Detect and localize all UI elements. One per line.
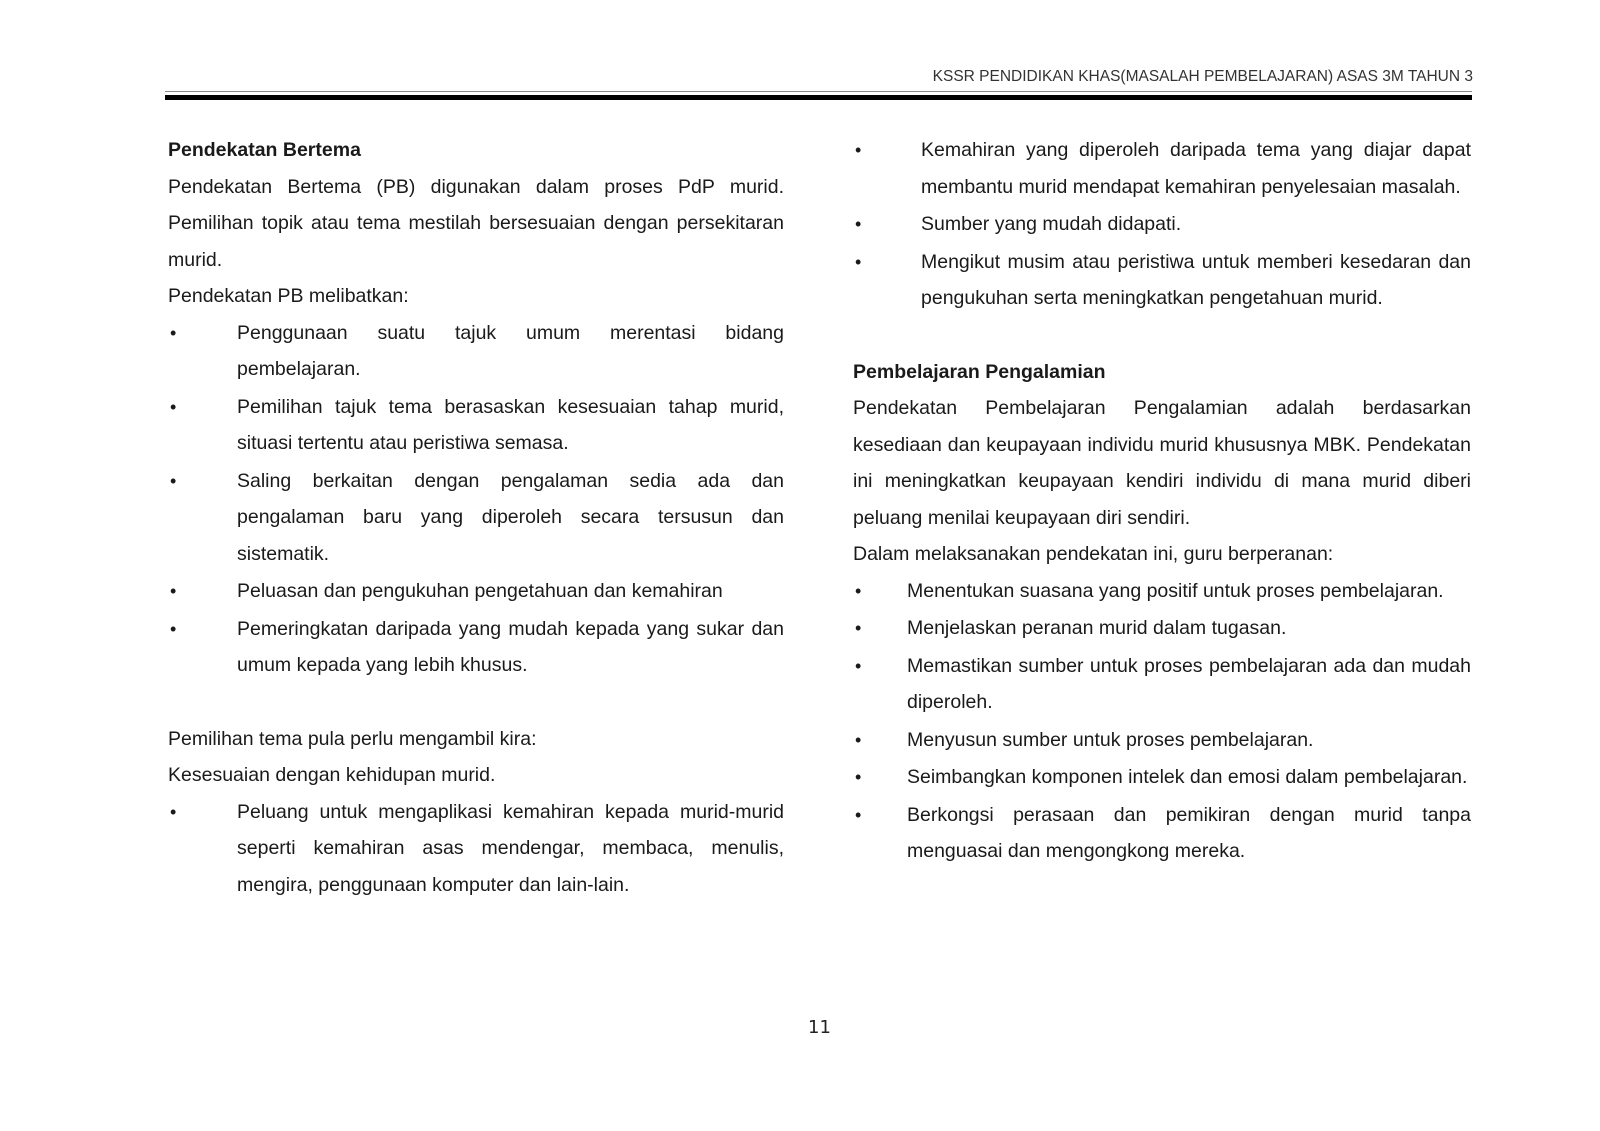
list-item-text: Menentukan suasana yang positif untuk proses pembelajaran. bbox=[907, 579, 1444, 602]
header-rule-thin bbox=[165, 91, 1472, 92]
section-paragraph: Pendekatan Pembelajaran Pengalamian adalah berdasarkan kesediaan dan keupayaan individu murid khususnya MBK. Pendekatan ini meningkatkan keupayaan kendiri individu di mana murid diberi peluang menilai keupayaan diri sendiri. bbox=[853, 397, 1471, 529]
list-item-text: Pemilihan tajuk tema berasaskan kesesuaian tahap murid, situasi tertentu atau peristiwa semasa. bbox=[237, 395, 784, 454]
bullet-icon: • bbox=[855, 655, 862, 676]
list-item bbox=[168, 794, 784, 904]
bullet-icon: • bbox=[855, 214, 862, 234]
bullet-icon: • bbox=[170, 396, 177, 417]
bullet-icon: • bbox=[855, 580, 862, 601]
bullet-list-continued bbox=[853, 132, 1471, 317]
list-item bbox=[168, 573, 784, 610]
header-rule-thick bbox=[165, 95, 1472, 100]
section-heading-pendekatan-bertema: Pendekatan Bertema bbox=[168, 139, 361, 161]
bullet-icon: • bbox=[855, 618, 862, 638]
left-column bbox=[168, 132, 784, 904]
list-item bbox=[853, 244, 1471, 317]
list-item bbox=[853, 206, 1471, 243]
bullet-icon: • bbox=[170, 470, 177, 491]
criteria-line: Kesesuaian dengan kehidupan murid. bbox=[168, 764, 496, 786]
list-item-text: Penggunaan suatu tajuk umum merentasi bidang pembelajaran. bbox=[237, 321, 784, 380]
bullet-icon: • bbox=[170, 581, 177, 601]
list-item-text: Memastikan sumber untuk proses pembelajaran ada dan mudah diperoleh. bbox=[907, 654, 1471, 713]
list-intro: Dalam melaksanakan pendekatan ini, guru berperanan: bbox=[853, 543, 1334, 565]
spacer bbox=[853, 318, 1471, 354]
bullet-icon: • bbox=[855, 767, 862, 787]
list-item bbox=[168, 315, 784, 388]
document-header-title: KSSR PENDIDIKAN KHAS(MASALAH PEMBELAJARAN) ASAS 3M TAHUN 3 bbox=[932, 68, 1473, 85]
list-intro: Pendekatan PB melibatkan: bbox=[168, 285, 409, 307]
page-number: 11 bbox=[808, 1017, 831, 1038]
right-column bbox=[853, 132, 1471, 871]
bullet-list-tema bbox=[168, 794, 784, 904]
list-item-text: Mengikut musim atau peristiwa untuk memberi kesedaran dan pengukuhan serta meningkatkan pengetahuan murid. bbox=[921, 250, 1471, 309]
list-item-text: Sumber yang mudah didapati. bbox=[921, 213, 1182, 235]
list-item bbox=[853, 797, 1471, 870]
bullet-icon: • bbox=[855, 729, 862, 750]
bullet-icon: • bbox=[170, 801, 177, 822]
list-item-text: Menjelaskan peranan murid dalam tugasan. bbox=[907, 617, 1287, 639]
list-item bbox=[168, 389, 784, 462]
list-item bbox=[853, 648, 1471, 721]
bullet-list-guru bbox=[853, 573, 1471, 870]
list-item-text: Kemahiran yang diperoleh daripada tema yang diajar dapat membantu murid mendapat kemahiran penyelesaian masalah. bbox=[921, 139, 1471, 198]
section-heading-pembelajaran-pengalamian: Pembelajaran Pengalamian bbox=[853, 360, 1106, 383]
list-item-text: Peluang untuk mengaplikasi kemahiran kepada murid-murid seperti kemahiran asas mendengar, membaca, menulis, mengira, penggunaan komputer dan lain-lain. bbox=[237, 800, 784, 896]
list-item-text: Saling berkaitan dengan pengalaman sedia ada dan pengalaman baru yang diperoleh secara tersusun dan sistematik. bbox=[237, 469, 784, 565]
list-item bbox=[853, 610, 1471, 647]
list-item-text: Pemeringkatan daripada yang mudah kepada yang sukar dan umum kepada yang lebih khusus. bbox=[237, 617, 784, 676]
list-item bbox=[168, 463, 784, 573]
section-paragraph: Pendekatan Bertema (PB) digunakan dalam proses PdP murid. Pemilihan topik atau tema mestilah bersesuaian dengan persekitaran murid. bbox=[168, 175, 784, 271]
spacer bbox=[168, 685, 784, 721]
list-item bbox=[853, 132, 1471, 205]
list-item bbox=[168, 611, 784, 684]
list-intro: Pemilihan tema pula perlu mengambil kira: bbox=[168, 727, 537, 750]
bullet-icon: • bbox=[855, 140, 862, 160]
list-item bbox=[853, 573, 1471, 610]
list-item bbox=[853, 759, 1471, 796]
bullet-icon: • bbox=[855, 804, 862, 825]
list-item-text: Seimbangkan komponen intelek dan emosi dalam pembelajaran. bbox=[907, 766, 1468, 788]
list-item bbox=[853, 722, 1471, 759]
bullet-icon: • bbox=[170, 618, 177, 639]
bullet-icon: • bbox=[170, 322, 177, 343]
bullet-icon: • bbox=[855, 251, 862, 272]
bullet-list-pb bbox=[168, 315, 784, 684]
list-item-text: Peluasan dan pengukuhan pengetahuan dan kemahiran bbox=[237, 580, 723, 602]
list-item-text: Menyusun sumber untuk proses pembelajaran. bbox=[907, 728, 1314, 751]
list-item-text: Berkongsi perasaan dan pemikiran dengan murid tanpa menguasai dan mengongkong mereka. bbox=[907, 803, 1471, 862]
